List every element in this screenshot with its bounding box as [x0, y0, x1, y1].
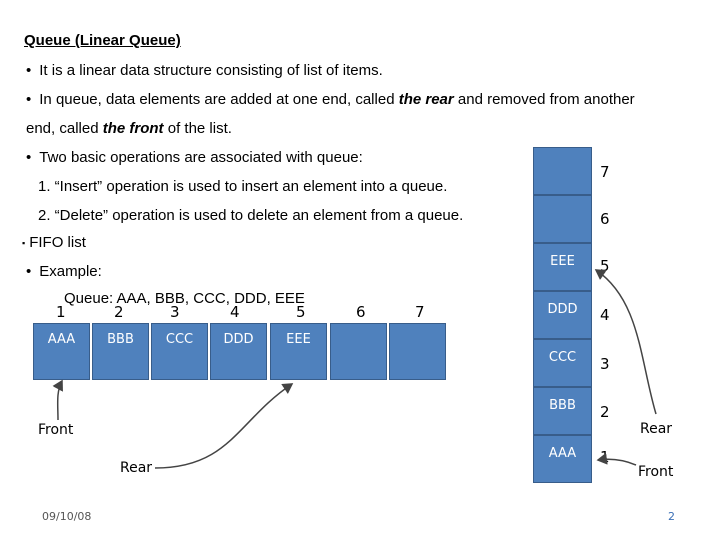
page-number: 2: [668, 510, 675, 523]
v-rear-label: Rear: [640, 421, 673, 437]
v-front-label: Front: [638, 464, 674, 480]
h-cell-3: CCC: [151, 323, 208, 380]
h-index-7: 7: [415, 303, 425, 321]
h-rear-arrow: [155, 384, 292, 468]
v-cell-3: CCC: [533, 339, 592, 387]
h-index-5: 5: [296, 303, 306, 321]
h-cell-4: DDD: [210, 323, 267, 380]
v-cell-5: EEE: [533, 243, 592, 291]
bullet-fifo-text: FIFO list: [29, 234, 86, 251]
v-index-3: 3: [600, 355, 610, 373]
v-index-4: 4: [600, 306, 610, 324]
operation-delete: 2. “Delete” operation is used to delete an element from a queue.: [38, 207, 464, 224]
v-rear-arrow: [596, 270, 656, 414]
h-cell-1: AAA: [33, 323, 90, 380]
term-rear: the rear: [398, 91, 454, 108]
h-cell-5: EEE: [270, 323, 327, 380]
bullet-ends-line2-end: of the list.: [163, 120, 232, 137]
v-cell-4: DDD: [533, 291, 592, 339]
bullet-ends-text: In queue, data elements are added at one end, called: [39, 91, 399, 108]
h-index-2: 2: [114, 303, 124, 321]
example-caption: Queue: AAA, BBB, CCC, DDD, EEE: [64, 290, 305, 307]
v-front-arrow: [598, 459, 636, 465]
h-index-4: 4: [230, 303, 240, 321]
term-front: the front: [102, 120, 164, 137]
v-index-6: 6: [600, 210, 610, 228]
v-cell-2: BBB: [533, 387, 592, 435]
bullet-ends-line2-text: end, called: [26, 120, 103, 137]
operation-insert: 1. “Insert” operation is used to insert an element into a queue.: [38, 178, 448, 195]
h-index-6: 6: [356, 303, 366, 321]
bullet-definition-text: It is a linear data structure consisting of list of items.: [39, 62, 383, 79]
h-rear-label: Rear: [120, 460, 153, 476]
h-front-arrow: [58, 381, 62, 420]
footer-date: 09/10/08: [42, 510, 92, 523]
bullet-ends-text-cont: and removed from another: [453, 91, 635, 108]
h-front-label: Front: [38, 422, 74, 438]
v-index-5: 5: [600, 257, 610, 275]
v-index-1: 1: [600, 448, 610, 466]
v-index-7: 7: [600, 163, 610, 181]
v-cell-1: AAA: [533, 435, 592, 483]
h-index-3: 3: [170, 303, 180, 321]
slide-title: Queue (Linear Queue): [24, 32, 181, 49]
v-index-2: 2: [600, 403, 610, 421]
bullet-example-text: Example:: [39, 263, 102, 280]
h-index-1: 1: [56, 303, 66, 321]
bullet-operations-text: Two basic operations are associated with queue:: [39, 149, 363, 166]
h-cell-2: BBB: [92, 323, 149, 380]
